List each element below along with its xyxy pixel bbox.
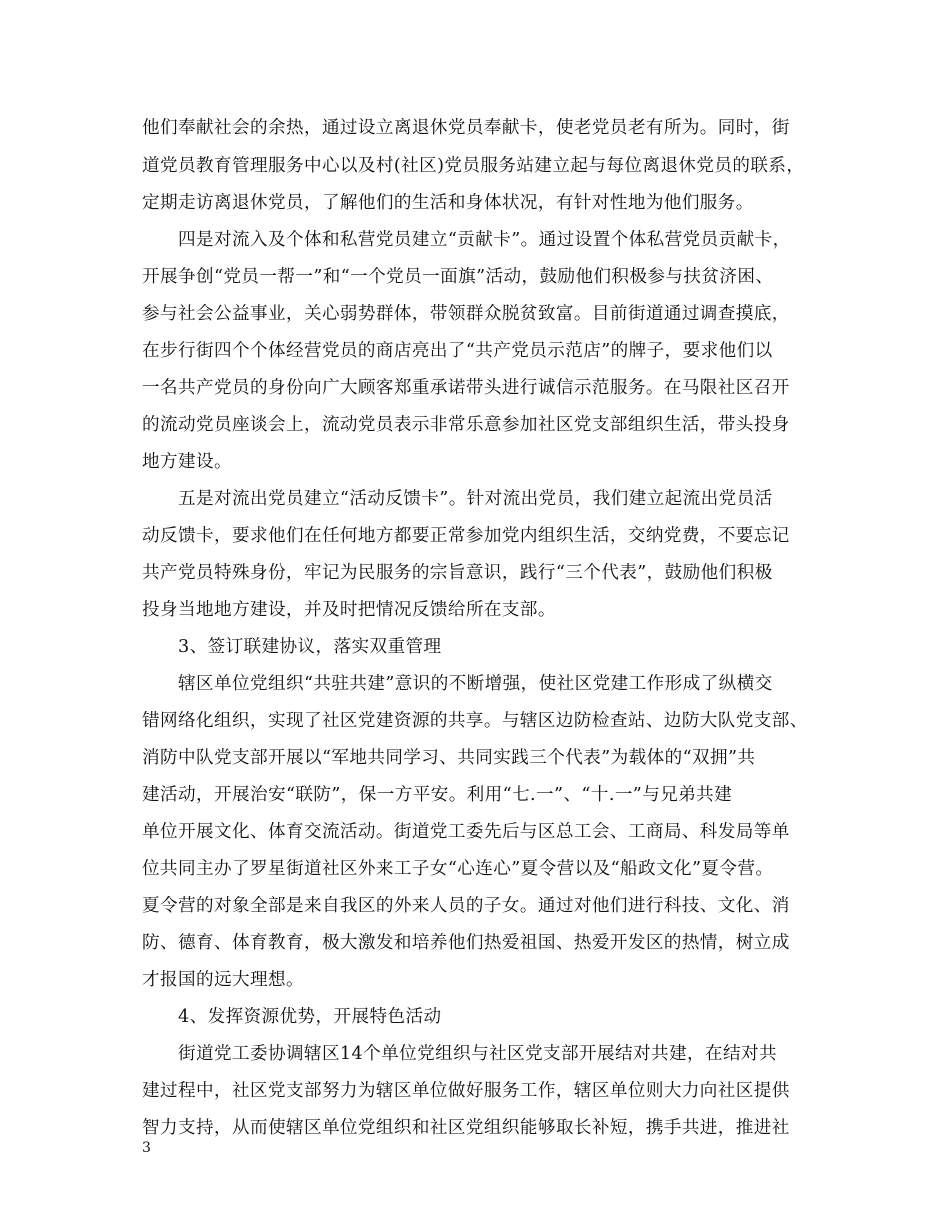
- text-line: 共产党员特殊身份，牢记为民服务的宗旨意识，践行“三个代表”，鼓励他们积极: [142, 563, 773, 583]
- text-line: 夏令营的对象全部是来自我区的外来人员的子女。通过对他们进行科技、文化、消: [142, 896, 790, 916]
- text-line: 辖区单位党组织“共驻共建”意识的不断增强，使社区党建工作形成了纵横交: [142, 674, 773, 694]
- text-line: 开展争创“党员一帮一”和“一个党员一面旗”活动，鼓励他们积极参与扶贫济困、: [142, 267, 774, 287]
- text-line: 他们奉献社会的余热，通过设立离退休党员奉献卡，使老党员老有所为。同时，街: [142, 118, 790, 138]
- text-line: 错网络化组织，实现了社区党建资源的共享。与辖区边防检查站、边防大队党支部、: [142, 711, 808, 731]
- text-line: 动反馈卡，要求他们在任何地方都要正常参加党内组织生活，交纳党费，不要忘记: [142, 526, 790, 546]
- section-heading: 4、发挥资源优势，开展特色活动: [142, 1007, 442, 1027]
- text-line: 在步行街四个个体经营党员的商店亮出了“共产党员示范店”的牌子，要求他们以: [142, 341, 773, 361]
- text-line: 单位开展文化、体育交流活动。街道党工委先后与区总工会、工商局、科发局等单: [142, 822, 790, 842]
- text-line: 投身当地地方建设，并及时把情况反馈给所在支部。: [142, 600, 556, 620]
- text-line: 街道党工委协调辖区14个单位党组织与社区党支部开展结对共建，在结对共: [142, 1044, 777, 1064]
- text-line: 位共同主办了罗星街道社区外来工子女“心连心”夏令营以及“船政文化”夏令营。: [142, 859, 774, 879]
- text-line: 四是对流入及个体和私营党员建立“贡献卡”。通过设置个体私营党员贡献卡，: [142, 230, 791, 250]
- text-line: 建活动，开展治安“联防”，保一方平安。利用“七.一”、“十.一”与兄弟共建: [142, 785, 733, 805]
- text-line: 一名共产党员的身份向广大顾客郑重承诺带头进行诚信示范服务。在马限社区召开: [142, 378, 790, 398]
- text-line: 五是对流出党员建立“活动反馈卡”。针对流出党员，我们建立起流出党员活: [142, 489, 773, 509]
- text-line: 道党员教育管理服务中心以及村(社区)党员服务站建立起与每位离退休党员的联系，: [142, 156, 805, 176]
- text-line: 建过程中，社区党支部努力为辖区单位做好服务工作，辖区单位则大力向社区提供: [142, 1081, 790, 1101]
- text-line: 的流动党员座谈会上，流动党员表示非常乐意参加社区党支部组织生活，带头投身: [142, 415, 790, 435]
- text-line: 定期走访离退休党员，了解他们的生活和身体状况，有针对性地为他们服务。: [142, 193, 754, 213]
- text-line: 才报国的远大理想。: [142, 970, 304, 990]
- text-line: 智力支持，从而使辖区单位党组织和社区党组织能够取长补短，携手共进，推进社: [142, 1118, 790, 1138]
- text-line: 地方建设。: [142, 452, 232, 472]
- text-line: 消防中队党支部开展以“军地共同学习、共同实践三个代表”为载体的“双拥”共: [142, 748, 756, 768]
- text-line: 参与社会公益事业，关心弱势群体，带领群众脱贫致富。目前街道通过调查摸底，: [142, 304, 790, 324]
- text-line: 防、德育、体育教育，极大激发和培养他们热爱祖国、热爱开发区的热情，树立成: [142, 933, 790, 953]
- page-number: 3: [142, 1140, 151, 1156]
- section-heading: 3、签订联建协议，落实双重管理: [142, 637, 442, 657]
